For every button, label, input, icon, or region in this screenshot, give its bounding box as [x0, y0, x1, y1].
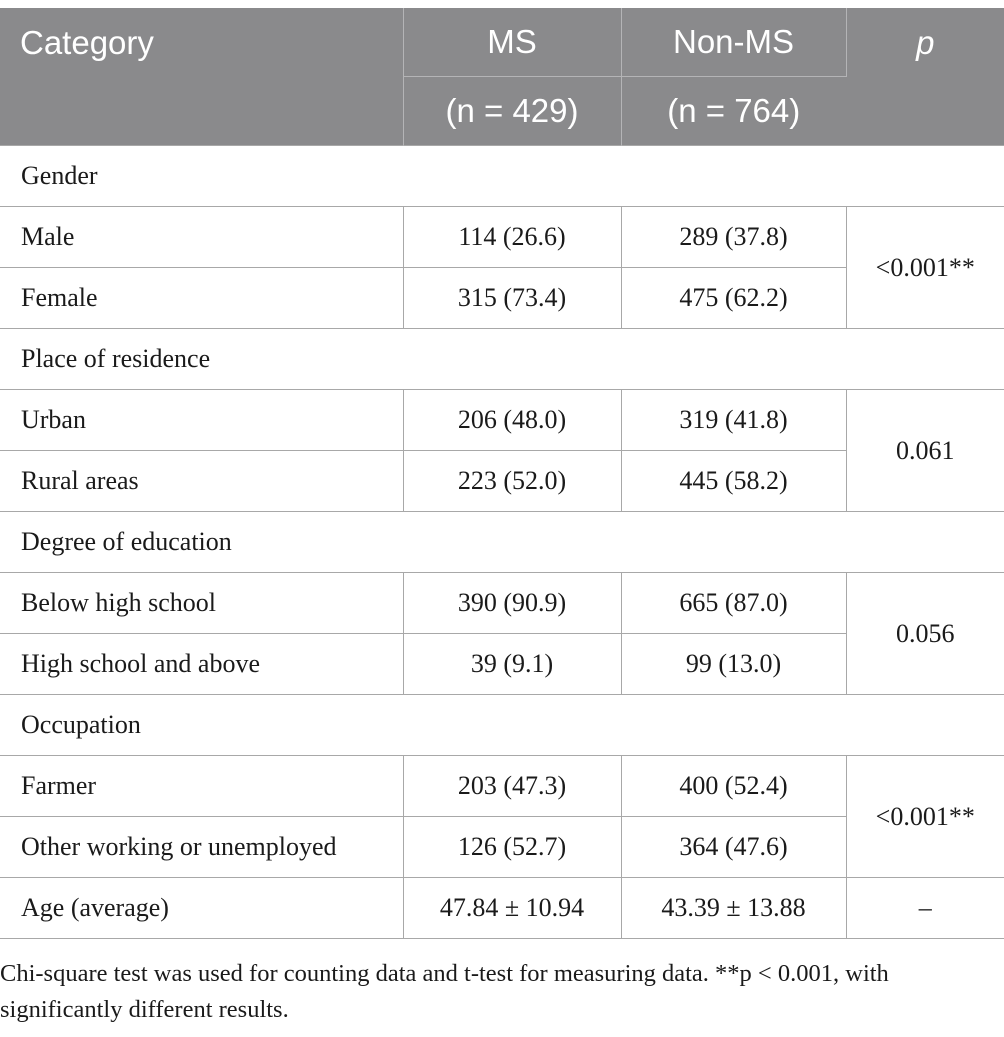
footnote-line-2: significantly different results.: [0, 996, 289, 1023]
cell-non-ms: 43.39 ± 13.88: [621, 878, 846, 939]
cell-ms: 206 (48.0): [403, 390, 621, 451]
section-row-occupation: [0, 695, 1004, 756]
cell-ms: 203 (47.3): [403, 756, 621, 817]
cell-ms: 114 (26.6): [403, 207, 621, 268]
table-header: [0, 8, 1004, 146]
row-label: Female: [0, 268, 403, 329]
section-label: Degree of education: [0, 512, 1004, 573]
header-ms: MS: [403, 8, 621, 77]
cell-p-occupation: <0.001**: [846, 756, 1004, 878]
cell-ms: 47.84 ± 10.94: [403, 878, 621, 939]
section-label: Occupation: [0, 695, 1004, 756]
table-row-farmer: [0, 756, 1004, 817]
cell-ms: 223 (52.0): [403, 451, 621, 512]
cell-p-education: 0.056: [846, 573, 1004, 695]
cell-non-ms: 319 (41.8): [621, 390, 846, 451]
section-label: Gender: [0, 146, 1004, 207]
section-label: Place of residence: [0, 329, 1004, 390]
section-row-gender: [0, 146, 1004, 207]
table-footnote: [0, 956, 1004, 1028]
header-non-ms-n: (n = 764): [621, 77, 846, 146]
header-p: p: [846, 8, 1004, 146]
header-non-ms: Non-MS: [621, 8, 846, 77]
cell-p-residence: 0.061: [846, 390, 1004, 512]
cell-non-ms: 400 (52.4): [621, 756, 846, 817]
demographics-table: [0, 8, 1004, 939]
row-label: Urban: [0, 390, 403, 451]
table-row-below-high-school: [0, 573, 1004, 634]
row-label: High school and above: [0, 634, 403, 695]
footnote-line-1: Chi-square test was used for counting data and t-test for measuring data. **p < 0.001, with: [0, 960, 889, 987]
header-ms-n: (n = 429): [403, 77, 621, 146]
row-label: Male: [0, 207, 403, 268]
cell-p-age: –: [846, 878, 1004, 939]
cell-non-ms: 99 (13.0): [621, 634, 846, 695]
row-label: Farmer: [0, 756, 403, 817]
table-row-age: [0, 878, 1004, 939]
section-row-education: [0, 512, 1004, 573]
row-label: Age (average): [0, 878, 403, 939]
cell-non-ms: 665 (87.0): [621, 573, 846, 634]
cell-ms: 39 (9.1): [403, 634, 621, 695]
cell-non-ms: 289 (37.8): [621, 207, 846, 268]
header-category: Category: [0, 8, 403, 146]
row-label: Other working or unemployed: [0, 817, 403, 878]
section-row-residence: [0, 329, 1004, 390]
row-label: Rural areas: [0, 451, 403, 512]
table-row-male: [0, 207, 1004, 268]
cell-p-gender: <0.001**: [846, 207, 1004, 329]
cell-ms: 390 (90.9): [403, 573, 621, 634]
cell-ms: 126 (52.7): [403, 817, 621, 878]
cell-non-ms: 475 (62.2): [621, 268, 846, 329]
row-label: Below high school: [0, 573, 403, 634]
cell-non-ms: 445 (58.2): [621, 451, 846, 512]
cell-ms: 315 (73.4): [403, 268, 621, 329]
table-row-urban: [0, 390, 1004, 451]
cell-non-ms: 364 (47.6): [621, 817, 846, 878]
